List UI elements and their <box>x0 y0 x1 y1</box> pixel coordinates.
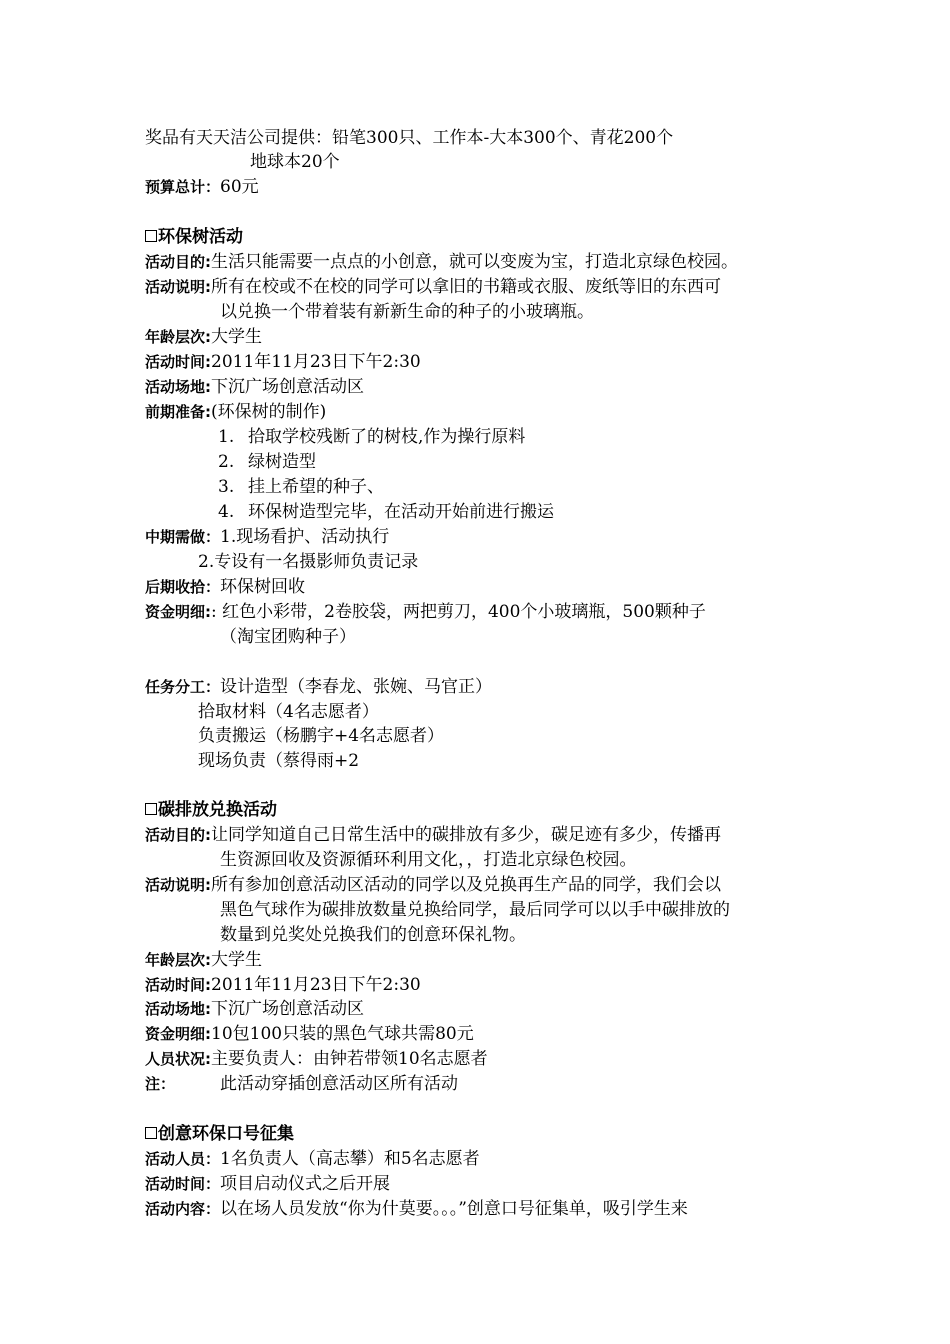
carbon-place: 活动场地:下沉广场创意活动区 <box>145 999 364 1019</box>
slogan-time: 活动时间：项目启动仪式之后开展 <box>145 1174 391 1194</box>
carbon-purpose-cont: 生资源回收及资源循环利用文化，，打造北京绿色校园。 <box>220 850 637 870</box>
budget-label: 预算总计： <box>145 178 221 196</box>
tree-task-4: 现场负责（蔡得雨+2 <box>198 751 360 771</box>
list-item: 2. 绿树造型 <box>218 452 316 472</box>
tree-age: 年龄层次:大学生 <box>145 327 262 347</box>
tree-post: 后期收拾：环保树回收 <box>145 577 306 597</box>
carbon-staff: 人员状况:主要负责人：由钟若带领10名志愿者 <box>145 1049 488 1069</box>
carbon-desc-cont: 数量到兑奖处兑换我们的创意环保礼物。 <box>220 925 526 945</box>
checkbox-square-icon <box>145 230 157 242</box>
section-heading-slogan: 创意环保口号征集 <box>145 1122 294 1146</box>
list-item: 3. 挂上希望的种子、 <box>218 477 384 497</box>
carbon-time: 活动时间:2011年11月23日下午2:30 <box>145 975 421 995</box>
budget-line <box>145 175 259 199</box>
tree-desc-cont: 以兑换一个带着装有新新生命的种子的小玻璃瓶。 <box>220 302 594 322</box>
carbon-note: 注： 此活动穿插创意活动区所有活动 <box>145 1074 458 1094</box>
tree-mid-cont: 2.专设有一名摄影师负责记录 <box>198 552 419 572</box>
checkbox-square-icon <box>145 1127 157 1139</box>
tree-mid: 中期需做：1.现场看护、活动执行 <box>145 527 390 547</box>
tree-time: 活动时间:2011年11月23日下午2:30 <box>145 352 421 372</box>
carbon-purpose: 活动目的:让同学知道自己日常生活中的碳排放有多少，碳足迹有多少，传播再 <box>145 825 721 845</box>
carbon-desc-cont: 黑色气球作为碳排放数量兑换给同学，最后同学可以以手中碳排放的 <box>220 900 730 920</box>
slogan-people: 活动人员：1名负责人（高志攀）和5名志愿者 <box>145 1149 480 1169</box>
carbon-age: 年龄层次:大学生 <box>145 950 262 970</box>
budget-value: 60元 <box>220 177 259 197</box>
tree-prep: 前期准备:(环保树的制作) <box>145 402 327 422</box>
section-heading-carbon: 碳排放兑换活动 <box>145 798 277 822</box>
list-item: 1. 拾取学校残断了的树枝,作为操行原料 <box>218 427 526 447</box>
tree-task: 任务分工：设计造型（李春龙、张婉、马官正） <box>145 677 493 697</box>
carbon-fund: 资金明细:10包100只装的黑色气球共需80元 <box>145 1024 474 1044</box>
carbon-desc: 活动说明:所有参加创意活动区活动的同学以及兑换再生产品的同学，我们会以 <box>145 875 721 895</box>
prize-line-cont: 地球本20个 <box>250 152 340 172</box>
prize-line: 奖品有天天洁公司提供：铅笔300只、工作本-大本300个、青花200个 <box>145 128 674 148</box>
tree-task-3: 负责搬运（杨鹏宇+4名志愿者） <box>198 726 445 746</box>
section-heading-tree: 环保树活动 <box>145 225 243 249</box>
tree-fund: 资金明细:: 红色小彩带，2卷胶袋，两把剪刀，400个小玻璃瓶，500颗种子 <box>145 602 706 622</box>
slogan-content: 活动内容：以在场人员发放“你为什莫要。。。”创意口号征集单，吸引学生来 <box>145 1199 688 1219</box>
tree-place: 活动场地:下沉广场创意活动区 <box>145 377 364 397</box>
tree-task-2: 拾取材料（4名志愿者） <box>198 702 379 722</box>
tree-fund-cont: （淘宝团购种子） <box>220 627 356 647</box>
list-item: 4. 环保树造型完毕，在活动开始前进行搬运 <box>218 502 554 522</box>
tree-desc: 活动说明:所有在校或不在校的同学可以拿旧的书籍或衣服、废纸等旧的东西可 <box>145 277 721 297</box>
checkbox-square-icon <box>145 803 157 815</box>
tree-purpose: 活动目的:生活只能需要一点点的小创意，就可以变废为宝，打造北京绿色校园。 <box>145 252 738 272</box>
